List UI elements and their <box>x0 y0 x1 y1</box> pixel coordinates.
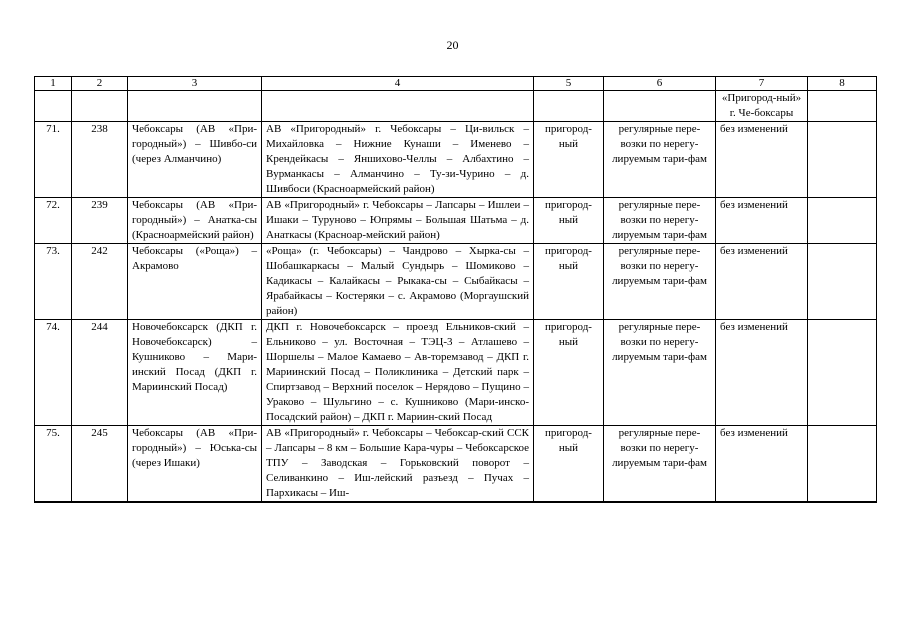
route-remark: без изменений <box>716 244 808 320</box>
column-header: 4 <box>262 77 534 91</box>
page-number: 20 <box>446 38 459 52</box>
column-header: 3 <box>128 77 262 91</box>
table-row <box>35 320 877 426</box>
route-col8 <box>808 320 877 426</box>
route-col8 <box>808 426 877 503</box>
table-cell <box>72 91 128 122</box>
route-number: 244 <box>72 320 128 426</box>
route-col8 <box>808 198 877 244</box>
column-header: 7 <box>716 77 808 91</box>
route-remark: без изменений <box>716 426 808 503</box>
route-regulation: регулярные пере-возки по нерегу-лируемым тари-фам <box>604 198 716 244</box>
route-path: «Роща» (г. Чебоксары) – Чандрово – Хырка-сы – Шобашкаркасы – Малый Сундырь – Шомиково – Кадикасы – Калайкасы – Рыкака-сы – Сыбайкасы – Ярабайкасы – Костеряки – с. Акрамово (Моргаушский район) <box>262 244 534 320</box>
route-regulation: регулярные пере-возки по нерегу-лируемым тари-фам <box>604 320 716 426</box>
row-number: 73. <box>35 244 72 320</box>
route-name: Чебоксары (АВ «При-городный») – Шивбо-си (через Алманчино) <box>128 122 262 198</box>
route-number: 238 <box>72 122 128 198</box>
table-cell <box>35 91 72 122</box>
table-row <box>35 198 877 244</box>
route-name: Чебоксары (АВ «При-городный») – Юська-сы (через Ишаки) <box>128 426 262 503</box>
table-cell <box>262 91 534 122</box>
route-type: пригород-ный <box>534 244 604 320</box>
routes-table <box>34 76 877 503</box>
table-cell <box>128 91 262 122</box>
column-header: 8 <box>808 77 877 91</box>
row-number: 71. <box>35 122 72 198</box>
route-col8 <box>808 122 877 198</box>
route-type: пригород-ный <box>534 320 604 426</box>
table-row <box>35 122 877 198</box>
table-cell <box>534 91 604 122</box>
route-name: Чебоксары (АВ «При-городный») – Анатка-сы (Красноармейский район) <box>128 198 262 244</box>
table-row <box>35 426 877 503</box>
route-number: 245 <box>72 426 128 503</box>
route-path: АВ «Пригородный» г. Чебоксары – Ци-вильск – Михайловка – Нижние Кунаши – Именево – Крендейкасы – Яншихово-Челлы – Албахтино – Вурманкасы – Алманчино – Ту-зи-Чурино – д. Шивбоси (Красноармейский район) <box>262 122 534 198</box>
route-col8 <box>808 244 877 320</box>
table-cell <box>808 91 877 122</box>
route-path: ДКП г. Новочебоксарск – проезд Ельников-ский – Ельниково – ул. Восточная – ТЭЦ-3 – Атлашево – Шоршелы – Малое Камаево – Ав-торемзавод – ДКП г. Мариинский Посад – Поликлиника – Детский парк – Спиртзавод – Верхний поселок – Нерядово – Пущино – Ураково – Шульгино – с. Кушниково (Мари-инско-Посадский район) – ДКП г. Мариин-ский Посад <box>262 320 534 426</box>
column-header: 5 <box>534 77 604 91</box>
continuation-remark: «Пригород-ный» г. Че-боксары <box>716 91 808 122</box>
continuation-row <box>35 91 877 122</box>
route-name: Новочебоксарск (ДКП г. Новочебоксарск) – Кушниково – Мари-инский Посад (ДКП г. Мариинский Посад) <box>128 320 262 426</box>
table-row <box>35 244 877 320</box>
row-number: 75. <box>35 426 72 503</box>
route-number: 239 <box>72 198 128 244</box>
route-remark: без изменений <box>716 122 808 198</box>
row-number: 72. <box>35 198 72 244</box>
route-regulation: регулярные пере-возки по нерегу-лируемым тари-фам <box>604 426 716 503</box>
route-type: пригород-ный <box>534 426 604 503</box>
route-number: 242 <box>72 244 128 320</box>
route-remark: без изменений <box>716 198 808 244</box>
header-row <box>35 77 877 91</box>
route-name: Чебоксары («Роща») – Акрамово <box>128 244 262 320</box>
row-number: 74. <box>35 320 72 426</box>
route-path: АВ «Пригородный» г. Чебоксары – Лапсары – Ишлеи – Ишаки – Туруново – Юпрямы – Большая Шатьма – д. Анаткасы (Красноар-мейский район) <box>262 198 534 244</box>
column-header: 1 <box>35 77 72 91</box>
route-regulation: регулярные пере-возки по нерегу-лируемым тари-фам <box>604 244 716 320</box>
route-type: пригород-ный <box>534 122 604 198</box>
table-cell <box>604 91 716 122</box>
route-regulation: регулярные пере-возки по нерегу-лируемым тари-фам <box>604 122 716 198</box>
column-header: 2 <box>72 77 128 91</box>
column-header: 6 <box>604 77 716 91</box>
route-path: АВ «Пригородный» г. Чебоксары – Чебоксар-ский ССК – Лапсары – 8 км – Большие Кара-чуры – Чебоксарское ТПУ – Заводская – Горьковский поворот – Селиванкино – Иш-лейский разъезд – Пучах – Пархикасы – Иш- <box>262 426 534 503</box>
route-remark: без изменений <box>716 320 808 426</box>
route-type: пригород-ный <box>534 198 604 244</box>
